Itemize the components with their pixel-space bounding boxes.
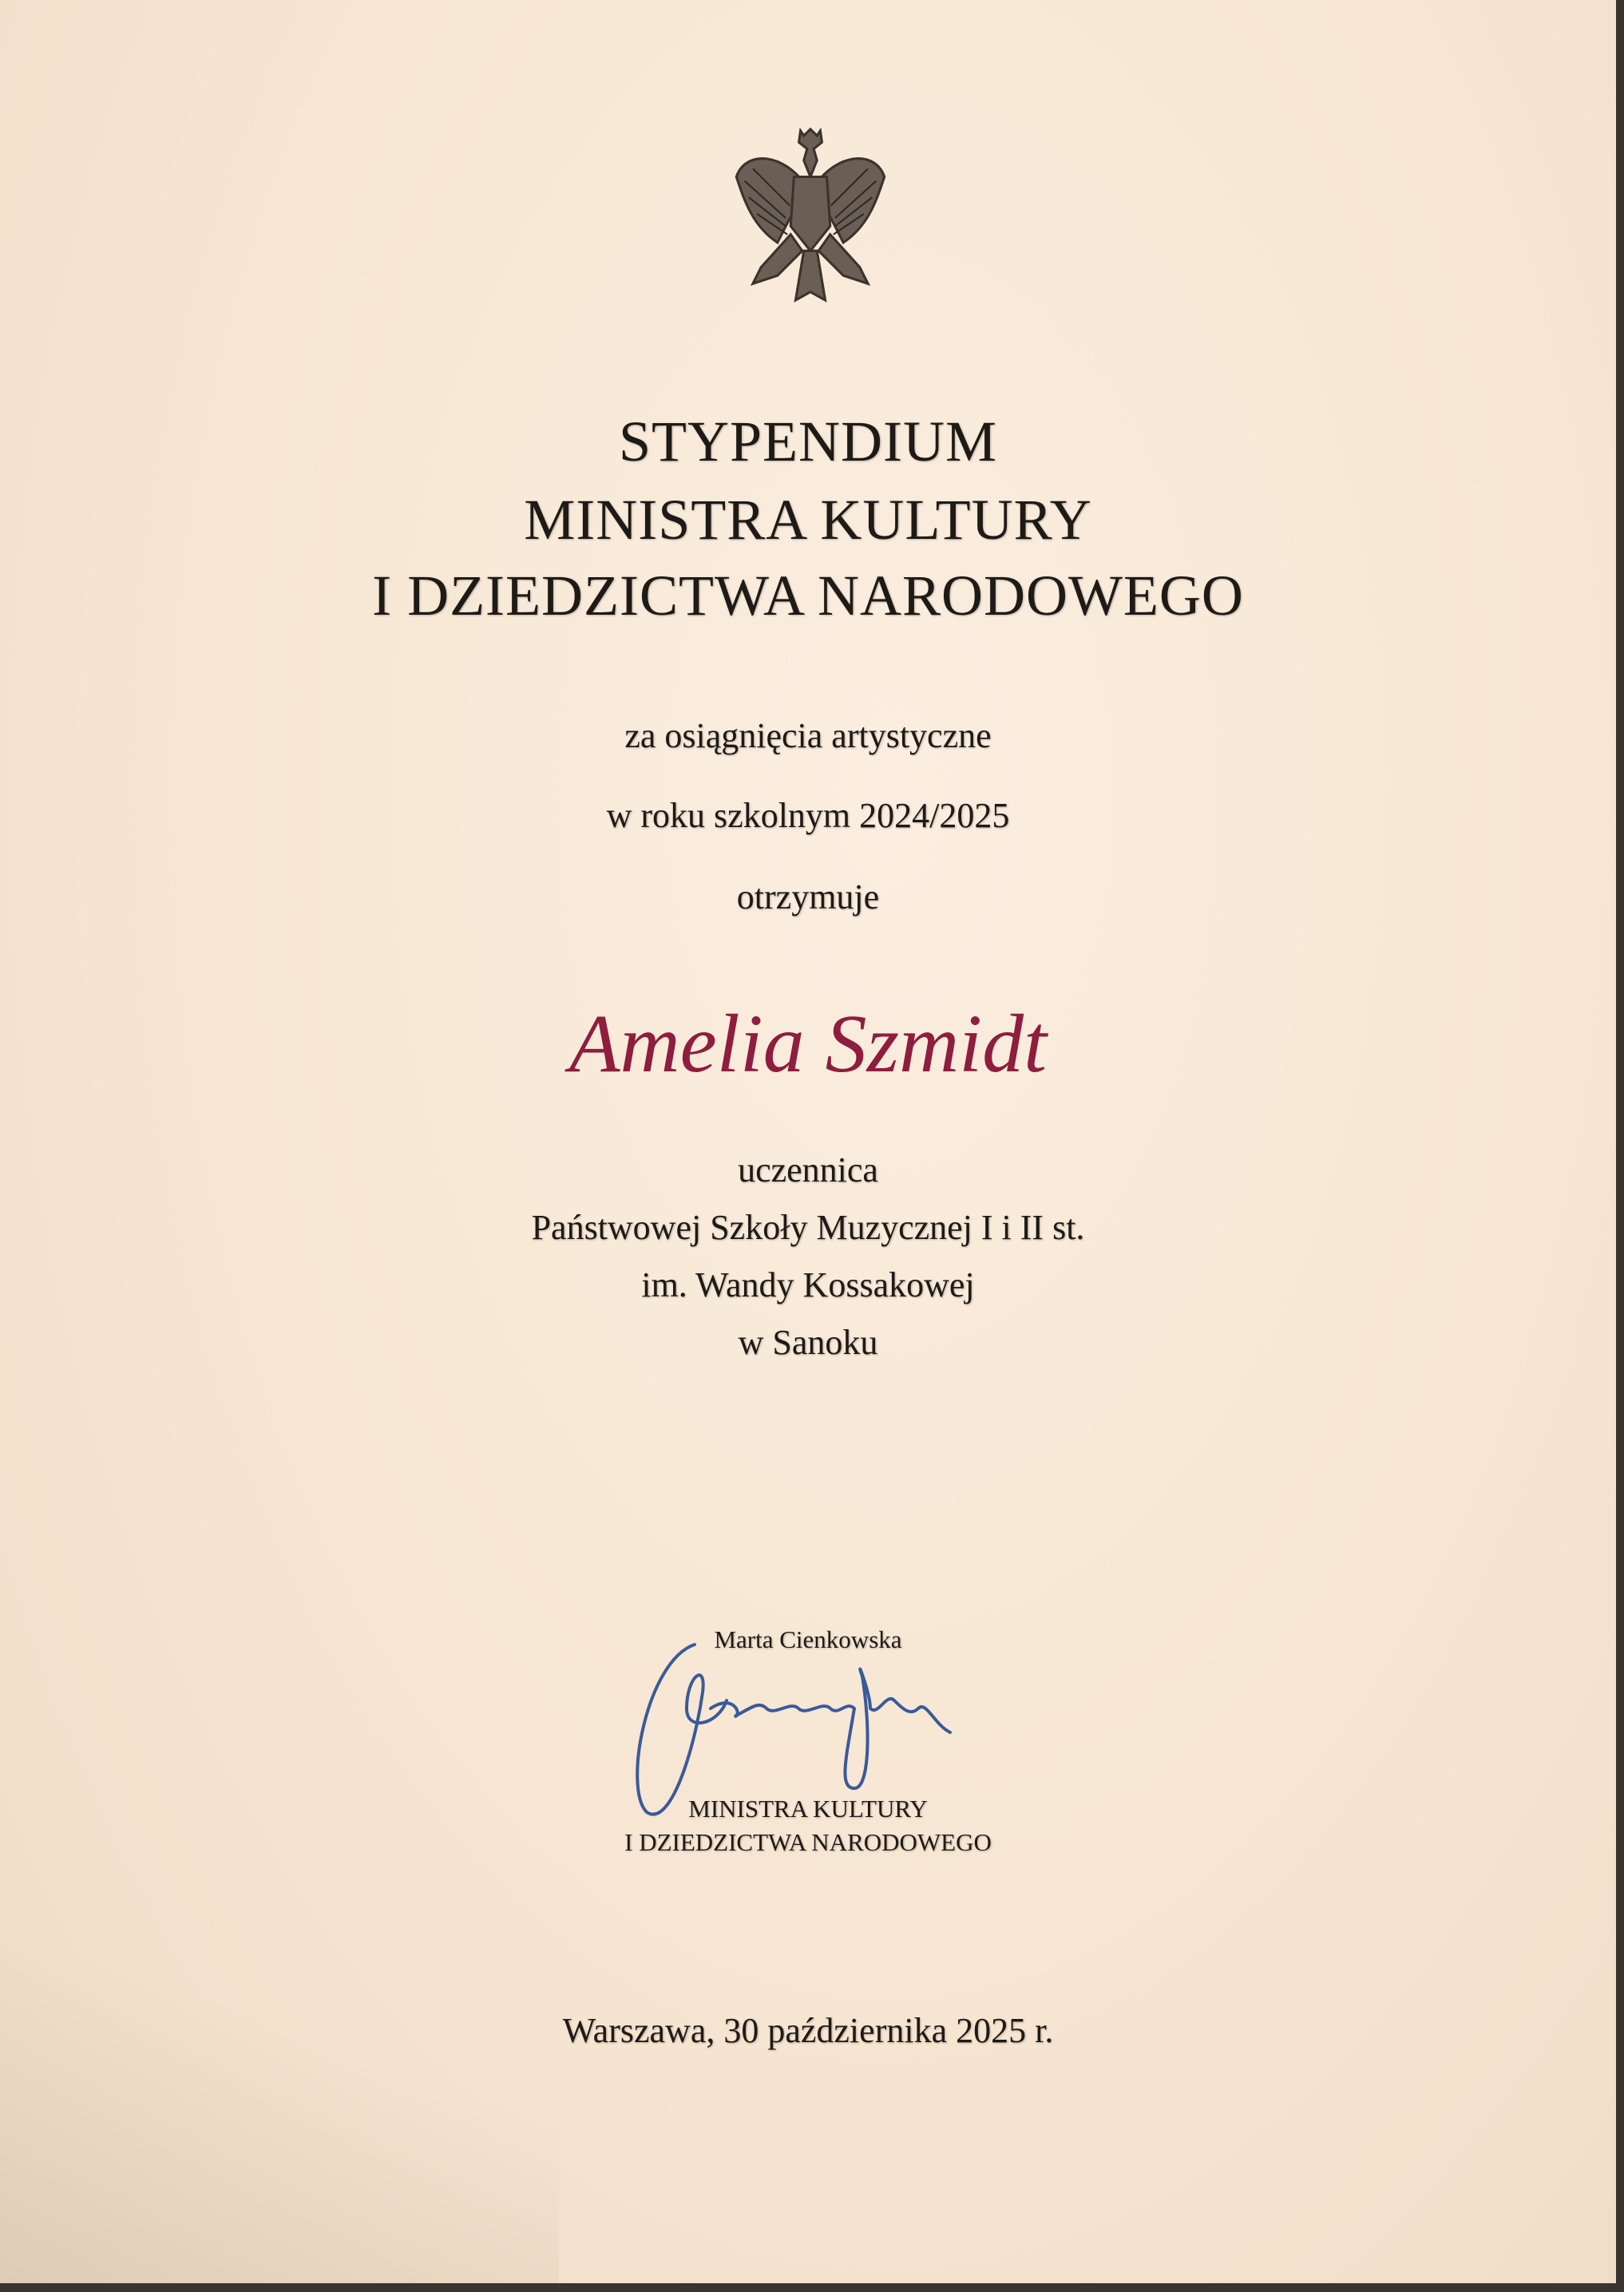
- recipient-name: Amelia Szmidt: [569, 998, 1047, 1090]
- title-line-2: MINISTRA KULTURY: [524, 488, 1092, 552]
- school-line-2: Państwowej Szkoły Muzycznej I i II st.: [531, 1208, 1085, 1247]
- signature: [631, 1629, 998, 1820]
- place-date: Warszawa, 30 października 2025 r.: [562, 2011, 1054, 2050]
- reason-line-1: za osiągnięcia artystyczne: [624, 716, 992, 755]
- school-line-3: im. Wandy Kossakowej: [641, 1265, 975, 1304]
- school-line-4: w Sanoku: [738, 1323, 878, 1362]
- signatory-role-2: I DZIEDZICTWA NARODOWEGO: [624, 1828, 992, 1856]
- signatory-role-1: MINISTRA KULTURY: [688, 1795, 928, 1823]
- eagle-emblem-icon: [728, 126, 893, 310]
- reason-line-3: otrzymuje: [736, 877, 880, 916]
- title-line-1: STYPENDIUM: [618, 410, 998, 473]
- title-line-3: I DZIEDZICTWA NARODOWEGO: [372, 564, 1244, 627]
- school-line-1: uczennica: [738, 1150, 878, 1190]
- reason-line-2: w roku szkolnym 2024/2025: [606, 796, 1010, 835]
- signatory-name: Marta Cienkowska: [714, 1625, 902, 1653]
- shadow: [0, 1884, 559, 2283]
